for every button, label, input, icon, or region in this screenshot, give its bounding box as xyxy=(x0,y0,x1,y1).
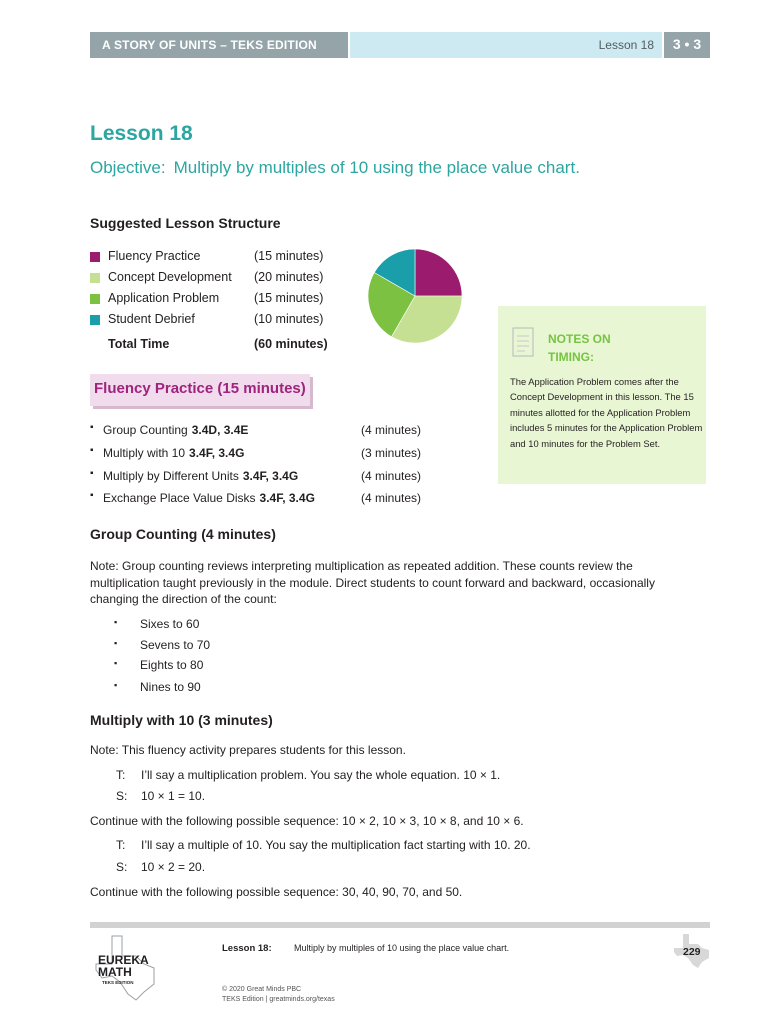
notes-title: NOTES ON TIMING: xyxy=(548,332,611,364)
structure-item xyxy=(90,270,340,288)
footer-objective: Multiply by multiples of 10 using the place value chart. xyxy=(294,943,510,953)
bullet-icon: ▪ xyxy=(114,638,118,648)
total-label: Total Time xyxy=(108,337,170,351)
module-badge xyxy=(664,32,710,58)
structure-heading: Suggested Lesson Structure xyxy=(90,215,281,231)
lesson-title: Lesson 18 xyxy=(90,122,193,145)
bullet-icon: ▪ xyxy=(90,468,94,479)
dialog-text: I’ll say a multiplication problem. You say the whole equation. 10 × 1. xyxy=(141,768,501,782)
note-line: Note: Group counting reviews interpreting multiplication as repeated addition. These counts review the xyxy=(90,559,633,573)
speaker: T: xyxy=(116,768,126,782)
footer-copyright xyxy=(222,985,335,1005)
structure-item-name: Fluency Practice xyxy=(108,249,201,263)
fluency-item xyxy=(90,446,435,464)
structure-item-name: Concept Development xyxy=(108,270,232,284)
logo-text-eureka: EUREKA xyxy=(98,953,149,967)
total-time-row xyxy=(90,337,340,355)
bullet-icon: ▪ xyxy=(114,680,118,690)
bullet-icon: ▪ xyxy=(114,658,118,668)
fluency-practice-heading: Fluency Practice (15 minutes) xyxy=(90,374,310,406)
dialog-text: I’ll say a multiple of 10. You say the multiplication fact starting with 10. 20. xyxy=(141,838,531,852)
multiply-note: Note: This fluency activity prepares students for this lesson. xyxy=(90,743,406,757)
continue-sequence: Continue with the following possible sequence: 30, 40, 90, 70, and 50. xyxy=(90,885,463,899)
multiply-with-10-heading: Multiply with 10 (3 minutes) xyxy=(90,712,273,728)
header-lesson: Lesson 18 xyxy=(598,38,654,52)
structure-item xyxy=(90,249,340,267)
edition-line: TEKS Edition | greatminds.org/texas xyxy=(222,996,335,1003)
fluency-item-name: Multiply with 10 xyxy=(103,446,186,460)
footer-rule xyxy=(90,922,710,928)
application-swatch xyxy=(90,294,100,304)
lesson-time-pie-chart xyxy=(366,246,464,346)
fluency-item-time: (4 minutes) xyxy=(361,491,422,505)
fluency-item-teks: 3.4F, 3.4G xyxy=(259,491,315,505)
count-item: Sevens to 70 xyxy=(140,638,211,652)
concept-swatch xyxy=(90,273,100,283)
module-number: 3 • 3 xyxy=(672,36,702,52)
total-time: (60 minutes) xyxy=(254,337,328,351)
structure-item-time: (10 minutes) xyxy=(254,312,324,326)
fluency-item-teks: 3.4D, 3.4E xyxy=(191,423,249,437)
structure-item-time: (15 minutes) xyxy=(254,291,324,305)
fluency-item-time: (4 minutes) xyxy=(361,469,422,483)
bullet-icon: ▪ xyxy=(90,445,94,456)
footer-lesson-label: Lesson 18: xyxy=(222,943,272,954)
objective-text: Multiply by multiples of 10 using the place value chart. xyxy=(173,158,580,177)
structure-item-name: Student Debrief xyxy=(108,312,195,326)
bullet-icon: ▪ xyxy=(90,490,94,501)
notes-text: The Application Problem comes after the Concept Development in this lesson. The 15 minutes allotted for the Application Problem includes 5 minutes for the Application Problem and 10 minutes for the Problem Set. xyxy=(510,376,703,449)
speaker: S: xyxy=(116,789,128,803)
count-item: Nines to 90 xyxy=(140,680,201,694)
pie-slice-fluency-practice xyxy=(415,249,462,296)
logo-text-math: MATH xyxy=(98,965,132,979)
page-number: 229 xyxy=(683,946,701,958)
fluency-item-name: Group Counting xyxy=(103,423,188,437)
fluency-item-name: Multiply by Different Units xyxy=(103,469,239,483)
count-item: Eights to 80 xyxy=(140,658,204,672)
structure-item-name: Application Problem xyxy=(108,291,220,305)
speaker: T: xyxy=(116,838,126,852)
logo-text-edition: TEKS EDITION xyxy=(102,980,134,985)
series-title: A STORY OF UNITS – TEKS EDITION xyxy=(102,38,317,52)
notes-on-timing xyxy=(498,306,706,484)
note-line: multiplication taught previously in the module. Direct students to count forward and backward, occasionally xyxy=(90,575,655,590)
group-counting-note xyxy=(90,558,710,608)
lesson-banner xyxy=(350,32,662,58)
fluency-item xyxy=(90,423,435,441)
fluency-item xyxy=(90,469,435,487)
dialog-text: 10 × 1 = 10. xyxy=(141,789,206,803)
fluency-item-time: (4 minutes) xyxy=(361,423,422,437)
series-banner xyxy=(90,32,348,58)
bullet-icon: ▪ xyxy=(114,617,118,627)
notepad-icon xyxy=(512,326,534,358)
fluency-item-name: Exchange Place Value Disks xyxy=(103,491,256,505)
structure-item-time: (20 minutes) xyxy=(254,270,324,284)
eureka-math-logo xyxy=(92,934,158,1004)
copyright-line: © 2020 Great Minds PBC xyxy=(222,986,302,993)
fluency-item-time: (3 minutes) xyxy=(361,446,422,460)
bullet-icon: ▪ xyxy=(90,422,94,433)
speaker: S: xyxy=(116,860,128,874)
structure-item-time: (15 minutes) xyxy=(254,249,324,263)
continue-sequence: Continue with the following possible sequence: 10 × 2, 10 × 3, 10 × 8, and 10 × 6. xyxy=(90,814,524,828)
fluency-item-teks: 3.4F, 3.4G xyxy=(242,469,299,483)
objective xyxy=(90,158,580,178)
fluency-item xyxy=(90,491,435,509)
group-counting-heading: Group Counting (4 minutes) xyxy=(90,526,276,542)
dialog-text: 10 × 2 = 20. xyxy=(141,860,206,874)
objective-label: Objective: xyxy=(90,158,166,177)
fluency-item-teks: 3.4F, 3.4G xyxy=(189,446,245,460)
structure-item xyxy=(90,291,340,309)
debrief-swatch xyxy=(90,315,100,325)
count-item: Sixes to 60 xyxy=(140,617,200,631)
structure-item xyxy=(90,312,340,330)
note-line: changing the direction of the count: xyxy=(90,592,277,606)
fluency-swatch xyxy=(90,252,100,262)
